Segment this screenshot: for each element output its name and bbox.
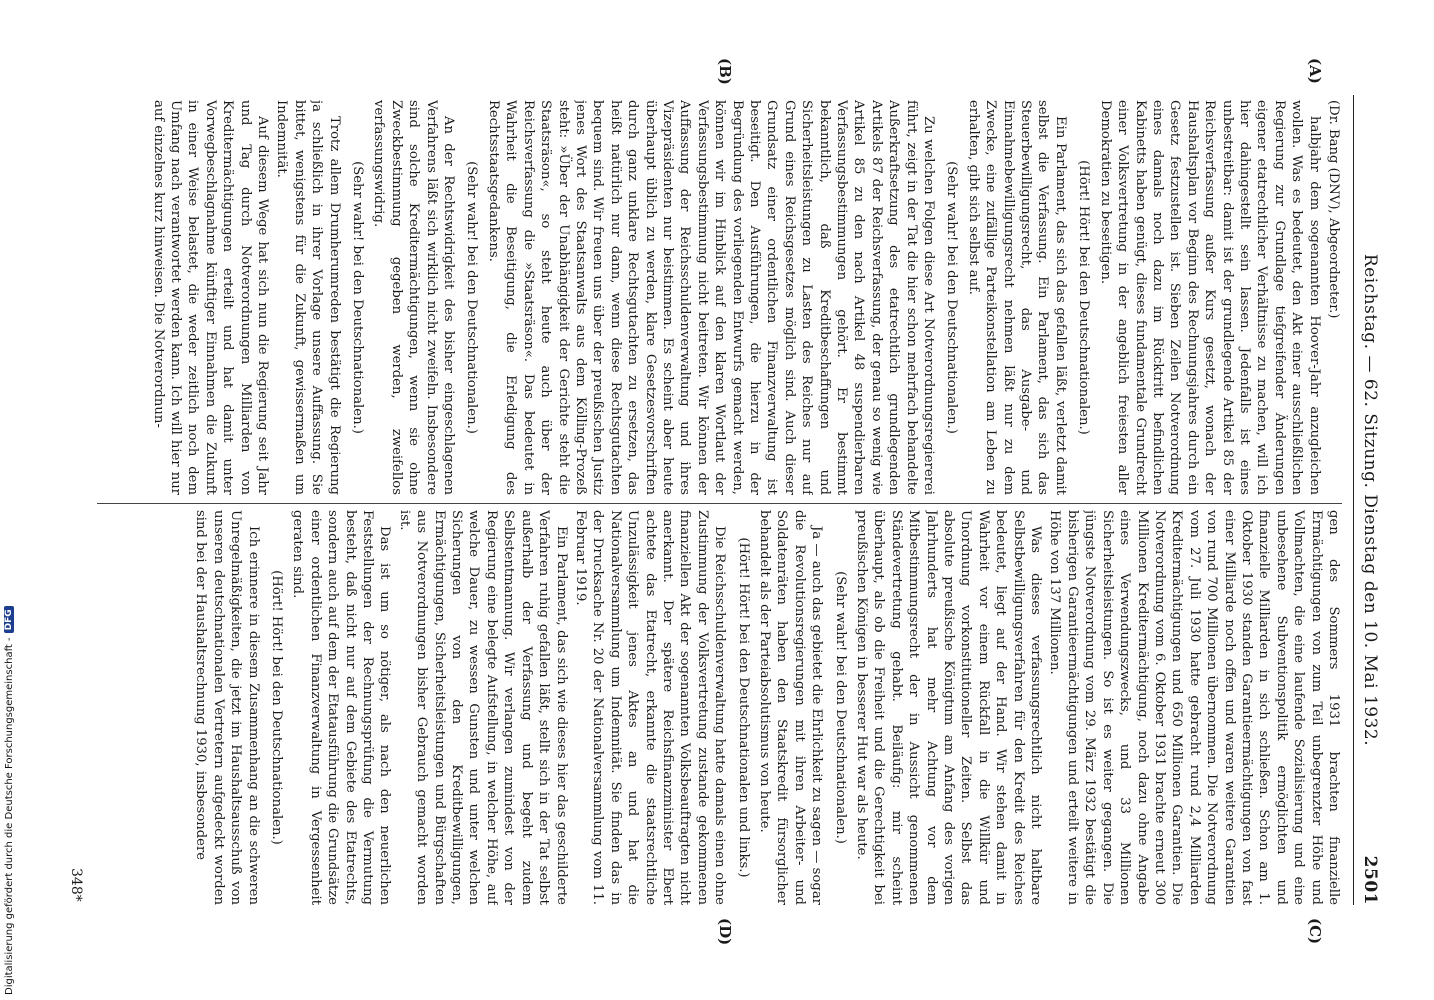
interjection: (Hört! Hört! bei den Deutschnationalen.) xyxy=(1076,160,1092,435)
margin-marker-c: (C) xyxy=(1306,918,1324,945)
paragraph: Zu welchen Folgen diese Art Notverordnungsregiererei führt, zeigt in der Tat die hier schon mehrfach behandelte Außerkraftsetzung des etatrechtlich grundlegenden Artikels 87 der Reichsverfassung, der genau so wenig wie Artikel 85 zu den nach Artikel 48 suspendierbaren Verfassungsbestimmungen gehört. Er bestimmt bekanntlich, daß Kreditbeschaffungen und Sicherheitsleistungen zu Lasten des Reiches nur auf Grund eines Reichsgesetzes möglich sind. Auch dieser Grundsatz einer ordentlichen Finanzverwaltung ist beseitigt. Den Ausführungen, die hierzu in der Begründung des vorliegenden Entwurfs gemacht werden, können wir im Hinblick auf den klaren Wortlaut der Verfassungsbestimmung nicht beitreten. Wir können der Auffassung der Reichsschuldenverwaltung und ihres Vizepräsidenten nur beistimmen. Es scheint aber heute überhaupt üblich zu werden, klare Gesetzesvorschriften durch ganz unklare Rechtsgutachten zu ersetzen, das heißt natürlich nur dann, wenn diese Rechtsgutachten bequem sind. Wir freuen uns über der preußischen Justiz jenes Wort des Staatsanwalts aus dem Kölling-Prozeß steht: »Über der Unabhängigkeit der Gerichte steht die Staatsräson«, so steht heute auch über der Reichsverfassung die »Staatsräson«. Das bedeutet in Wahrheit die Beseitigung, die Erledigung des Rechtsstaatsgedankens. xyxy=(485,100,937,495)
paragraph: (Dr. Bang (DNV), Abgeordneter.) xyxy=(1326,100,1341,319)
paragraph: Auf diesem Wege hat sich nun die Regierung seit Jahr und Tag durch Notverordnungen Milliarden von Kreditermächtigungen erteilt und hat damit unter Vorwegbeschlagnahme künftiger Einnahmen die Zukunft in einer Weise belastet, die weder zeitlich noch dem Umfang nach verantwortet werden kann. Ich will hier nur auf einzelnes kurz hinweisen. Die Notverordnun- xyxy=(150,100,271,495)
paragraph: Die Reichsschuldenverwaltung hatte damals einen ohne Zustimmung der Volksvertretung zustande gekommenen finanziellen Akt der sogenannten Volksbeauftragten nicht anerkannt. Der spätere Reichsfinanzminister Ebert achtete das Etatrecht, erkannte die staatsrechtliche Unzulässigkeit jenes Aktes an und hat die Nationalversammlung um Indemnität. Sie finden das in der Drucksache Nr. 20 der Nationalversammlung vom 11. Februar 1919. xyxy=(572,510,728,905)
interjection: (Sehr wahr! bei den Deutschnationalen.) xyxy=(832,571,848,844)
paragraph: Das ist um so nötiger, als nach den neuerlichen Feststellungen der Rechnungsprüfung die Vermutung besteht, daß nicht nur auf dem Gebiete des Etatrechts, sondern auch auf dem der Etatausführung die Grundsätze einer ordentlichen Finanzverwaltung in Vergessenheit geraten sind. xyxy=(290,510,393,905)
left-text-column xyxy=(92,100,1342,495)
header-title: Reichstag. — 62. Sitzung. Dienstag den 10. Mai 1932. xyxy=(1360,253,1380,747)
interjection: (Hört! Hört! bei den Deutschnationalen und links.) xyxy=(735,537,751,878)
paragraph: Trotz allem Drumherumreden bestätigt die Regierung ja schließlich in ihrer Vorlage unsere Auffassung. Sie bittet, wenigstens für die Zukunft, gewissermaßen um Indemnität. xyxy=(274,100,342,495)
interjection: (Hört! Hört! bei den Deutschnationalen.) xyxy=(269,570,285,845)
paragraph: Was dieses verfassungsrechtlich nicht haltbare Selbstbewilligungsverfahren für den Kredit des Reiches bedeutet, liegt auf der Hand. Wir stehen damit in Wahrheit vor einem Rückfall in die Willkür und Unordnung vorkonstitutioneller Zeiten. Selbst das absolute preußische Königtum am Anfang des vorigen Jahrhunderts hat mehr Achtung vor dem Mitbestimmungsrecht der in Aussicht genommenen Ständevertretung gehabt. Beiläufig: mir scheint überhaupt, als ob die Freiheit und die Gerechtigkeit bei preußischen Königen in besserer Hut war als heute. xyxy=(854,510,1044,905)
credit-text: Digitalisierung gefördert durch die Deutsche Forschungsgemeinschaft - xyxy=(3,637,15,995)
paragraph: halbjahr dem sogenannten Hoover-Jahr anzugleichen wollen. Was es bedeutet, den Akt einer ausschließlichen Regierung zur Grundlage tiefgreifender Änderungen eigener etatrechtlicher Verhältnisse zu machen, will ich hier dahingestellt sein lassen. Jedenfalls ist eines unbestreitbar: damit ist der grundlegende Artikel 85 der Reichsverfassung außer Kurs gesetzt, wonach der Haushaltsplan vor Beginn des Rechnungsjahres durch ein Gesetz festzustellen ist. Sieben Zeilen Notverordnung eines damals noch dazu im Rücktritt befindlichen Kabinetts haben genügt, dieses fundamentale Grundrecht einer Volksvertretung in der angeblich freiesten aller Demokratien zu beseitigen. xyxy=(1097,100,1322,495)
paragraph: Ein Parlament, das sich das gefallen läßt, verletzt damit selbst die Verfassung. Ein Parlament, das sich das Steuerbewilligungsrecht, das Ausgabe- und Einnahmebewilligungsrecht nehmen läßt nur zu dem Zwecke, eine zufällige Parteikonstellation am Leben zu erhalten, gibt sich selbst auf. xyxy=(965,100,1068,495)
paragraph: An der Rechtswidrigkeit des bisher eingeschlagenen Verfahrens läßt sich wirklich nicht zweifeln. Insbesondere sind solche Kreditermächtigungen, wenn sie ohne Zweckbestimmung gegeben werden, zweifellos verfassungswidrig. xyxy=(371,100,457,495)
margin-marker-a: (A) xyxy=(1306,58,1324,84)
signature-mark: 348* xyxy=(68,868,84,902)
interjection: (Sehr wahr! bei den Deutschnationalen.) xyxy=(944,161,960,434)
paragraph: Ich erinnere in diesem Zusammenhang an die schweren Unregelmäßigkeiten, die jetzt im Haushaltsausschuß von unseren deutschnationalen Vertretern aufgedeckt worden sind bei der Haushaltsrechnung 1930, insbesondere xyxy=(193,510,261,905)
margin-marker-d: (D) xyxy=(716,918,734,946)
paragraph: Ja — auch das gebietet die Ehrlichkeit zu sagen — sogar die Revolutionsregierungen mit ihren Arbeiter- und Soldatenräten haben den Staatskredit fürsorglicher behandelt als der Parteiabsolutismus von heute. xyxy=(757,510,825,905)
interjection: (Sehr wahr! bei den Deutschnationalen.) xyxy=(464,161,480,434)
page-header xyxy=(1353,95,1384,905)
dfg-logo: DFG xyxy=(4,606,14,633)
page-number: 2501 xyxy=(1360,855,1380,905)
paragraph: Ein Parlament, das sich wie dieses hier das geschilderte Verfahren ruhig gefallen läßt, stellt sich in der Tat selbst außerhalb der Verfassung und begeht zudem Selbstentmannung. Wir verlangen zumindest von der Regierung eine belegte Aufstellung, in welcher Höhe, auf welche Dauer, zu wessen Gunsten und unter welchen Sicherungen von den Kreditbewilligungen, Ermächtigungen, Sicherheitsleistungen und Bürgschaften aus Notverordnungen bisher Gebrauch gemacht worden ist. xyxy=(396,510,569,905)
right-text-column xyxy=(92,510,1342,905)
paragraph: gen des Sommers 1931 brachten finanzielle Ermächtigungen von zum Teil unbegrenzter Höhe und Vollmachten, die eine laufende Sozialisierung und eine unbesehene Subventionspolitik ermöglichten und finanzielle Milliarden in sich schließen. Schon am 1. Oktober 1930 standen Garantieermächtigungen von fast einer Milliarde noch offen und waren weitere Garantien von rund 700 Millionen übernommen. Die Notverordnung vom 27. Juli 1930 hatte gebracht rund 2,4 Milliarden Kreditermächtigungen und 650 Millionen Garantien. Die Notverordnung vom 6. Oktober 1931 brachte erneut 300 Millionen Kreditermächtigung, noch dazu ohne Angabe eines Verwendungszwecks, und 33 Millionen Sicherheitsleistungen. So ist es weiter gegangen. Die jüngste Notverordnung vom 29. März 1932 bestätigt die bisherigen Garantieermächtigungen und erteilt weitere in Höhe von 137 Millionen. xyxy=(1047,510,1341,905)
margin-marker-b: (B) xyxy=(716,58,734,85)
digitization-credit xyxy=(2,5,16,995)
interjection: (Sehr wahr! bei den Deutschnationalen.) xyxy=(350,161,366,434)
column-divider xyxy=(97,503,1342,504)
